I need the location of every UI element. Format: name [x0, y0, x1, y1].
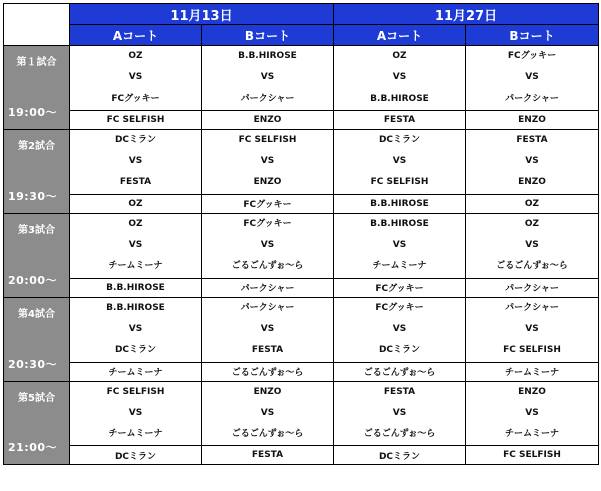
- match-cell: [202, 297, 334, 362]
- game-number: 第4試合: [18, 308, 55, 320]
- match-cell: [466, 297, 599, 362]
- date-header-1: 11月13日: [70, 4, 334, 25]
- home-team: FC SELFISH: [238, 134, 297, 145]
- referee-team: OZ: [466, 194, 599, 213]
- home-team: DCミラン: [114, 134, 157, 145]
- referee-team: FC SELFISH: [466, 446, 599, 465]
- home-team: B.B.HIROSE: [106, 302, 165, 313]
- away-team: DCミラン: [114, 345, 157, 356]
- referee-team: FCグッキー: [202, 194, 334, 213]
- game-body: [4, 46, 599, 465]
- game-time: 19:30～: [8, 189, 58, 203]
- game-label-cell: [4, 46, 70, 130]
- home-team: B.B.HIROSE: [370, 218, 429, 229]
- referee-row: [4, 110, 599, 129]
- vs-label: VS: [525, 72, 539, 83]
- away-team: パークシャー: [240, 93, 295, 104]
- referee-team: FESTA: [334, 110, 466, 129]
- referee-team: チームミーナ: [70, 362, 202, 381]
- vs-label: VS: [392, 156, 407, 167]
- home-team: パークシャー: [505, 302, 559, 313]
- vs-label: VS: [525, 407, 539, 418]
- match-cell: [466, 129, 599, 194]
- referee-team: ごるごんずぉ～ら: [334, 362, 466, 381]
- away-team: ごるごんずぉ～ら: [496, 261, 568, 272]
- game-label-cell: [4, 129, 70, 213]
- vs-label: VS: [525, 323, 539, 334]
- away-team: チームミーナ: [108, 261, 163, 272]
- game-number: 第１試合: [16, 57, 57, 68]
- match-cell: [70, 381, 202, 446]
- match-cell: [334, 381, 466, 446]
- home-team: FESTA: [383, 386, 416, 397]
- away-team: パークシャー: [505, 93, 559, 104]
- match-cell: [466, 46, 599, 111]
- referee-row: [4, 194, 599, 213]
- date-header-2: 11月27日: [334, 4, 599, 25]
- vs-label: VS: [392, 72, 407, 83]
- vs-label: VS: [128, 156, 143, 167]
- vs-label: VS: [392, 407, 407, 418]
- away-team: DCミラン: [378, 345, 421, 356]
- court-header: Bコート: [202, 25, 334, 46]
- match-cell: [70, 46, 202, 111]
- referee-team: パークシャー: [466, 278, 599, 297]
- vs-label: VS: [260, 72, 275, 83]
- home-team: FC SELFISH: [106, 386, 165, 397]
- vs-label: VS: [525, 240, 539, 251]
- match-cell: [334, 297, 466, 362]
- home-team: OZ: [128, 218, 143, 229]
- game-number: 第3試合: [18, 224, 55, 236]
- match-cell: [70, 297, 202, 362]
- match-cell: [334, 46, 466, 111]
- game-number: 第5試合: [18, 392, 55, 404]
- court-header: Aコート: [70, 25, 202, 46]
- away-team: チームミーナ: [108, 429, 163, 440]
- home-team: FCグッキー: [507, 51, 557, 61]
- away-team: FC SELFISH: [503, 345, 561, 356]
- away-team: ごるごんずぉ～ら: [231, 429, 304, 440]
- home-team: OZ: [392, 51, 407, 61]
- referee-team: DCミラン: [70, 446, 202, 465]
- game-label-cell: [4, 297, 70, 381]
- away-team: B.B.HIROSE: [370, 93, 429, 104]
- game-match-row: [4, 213, 599, 278]
- vs-label: VS: [392, 323, 407, 334]
- game-time: 20:30～: [8, 357, 58, 371]
- corner-cell: [4, 4, 70, 46]
- home-team: OZ: [524, 218, 540, 229]
- home-team: FCグッキー: [243, 218, 292, 229]
- referee-row: [4, 446, 599, 465]
- referee-team: ENZO: [466, 110, 599, 129]
- referee-row: [4, 278, 599, 297]
- away-team: チームミーナ: [504, 429, 559, 440]
- vs-label: VS: [260, 323, 275, 334]
- home-team: OZ: [128, 51, 143, 61]
- referee-team: ごるごんずぉ～ら: [202, 362, 334, 381]
- game-time: 21:00～: [8, 441, 58, 455]
- away-team: チームミーナ: [372, 261, 427, 272]
- away-team: ENZO: [253, 177, 282, 188]
- referee-team: B.B.HIROSE: [70, 278, 202, 297]
- vs-label: VS: [260, 407, 275, 418]
- away-team: FESTA: [119, 177, 152, 188]
- vs-label: VS: [260, 156, 275, 167]
- match-cell: [466, 381, 599, 446]
- vs-label: VS: [128, 72, 143, 83]
- vs-label: VS: [128, 407, 143, 418]
- referee-row: [4, 362, 599, 381]
- home-team: B.B.HIROSE: [238, 51, 297, 61]
- away-team: FESTA: [251, 345, 284, 356]
- home-team: DCミラン: [378, 134, 421, 145]
- game-label-cell: [4, 381, 70, 465]
- game-match-row: [4, 297, 599, 362]
- match-cell: [334, 129, 466, 194]
- court-header: Aコート: [334, 25, 466, 46]
- vs-label: VS: [128, 240, 143, 251]
- referee-team: チームミーナ: [466, 362, 599, 381]
- referee-team: FESTA: [202, 446, 334, 465]
- game-match-row: [4, 129, 599, 194]
- game-match-row: [4, 46, 599, 111]
- match-cell: [202, 213, 334, 278]
- match-cell: [70, 129, 202, 194]
- referee-team: FCグッキー: [334, 278, 466, 297]
- game-label-cell: [4, 213, 70, 297]
- match-cell: [202, 46, 334, 111]
- home-team: パークシャー: [240, 302, 295, 313]
- referee-team: B.B.HIROSE: [334, 194, 466, 213]
- match-cell: [334, 213, 466, 278]
- away-team: ごるごんずぉ～ら: [231, 261, 304, 272]
- game-time: 20:00～: [8, 273, 58, 287]
- referee-team: パークシャー: [202, 278, 334, 297]
- home-team: ENZO: [518, 386, 546, 397]
- court-header-row: [4, 25, 599, 46]
- referee-team: OZ: [70, 194, 202, 213]
- vs-label: VS: [525, 156, 539, 167]
- date-header-row: [4, 4, 599, 25]
- referee-team: FC SELFISH: [70, 110, 202, 129]
- home-team: FESTA: [516, 134, 548, 145]
- game-number: 第2試合: [18, 140, 55, 152]
- vs-label: VS: [260, 240, 275, 251]
- schedule-table: [3, 3, 599, 465]
- away-team: FCグッキー: [111, 93, 160, 104]
- away-team: ENZO: [518, 177, 546, 188]
- home-team: FCグッキー: [375, 302, 424, 313]
- vs-label: VS: [392, 240, 407, 251]
- court-header: Bコート: [466, 25, 599, 46]
- referee-team: ENZO: [202, 110, 334, 129]
- match-cell: [202, 129, 334, 194]
- match-cell: [202, 381, 334, 446]
- game-match-row: [4, 381, 599, 446]
- home-team: ENZO: [253, 386, 282, 397]
- away-team: ごるごんずぉ～ら: [363, 429, 436, 440]
- game-time: 19:00～: [8, 105, 58, 119]
- away-team: FC SELFISH: [370, 177, 429, 188]
- match-cell: [70, 213, 202, 278]
- vs-label: VS: [128, 323, 143, 334]
- referee-team: DCミラン: [334, 446, 466, 465]
- match-cell: [466, 213, 599, 278]
